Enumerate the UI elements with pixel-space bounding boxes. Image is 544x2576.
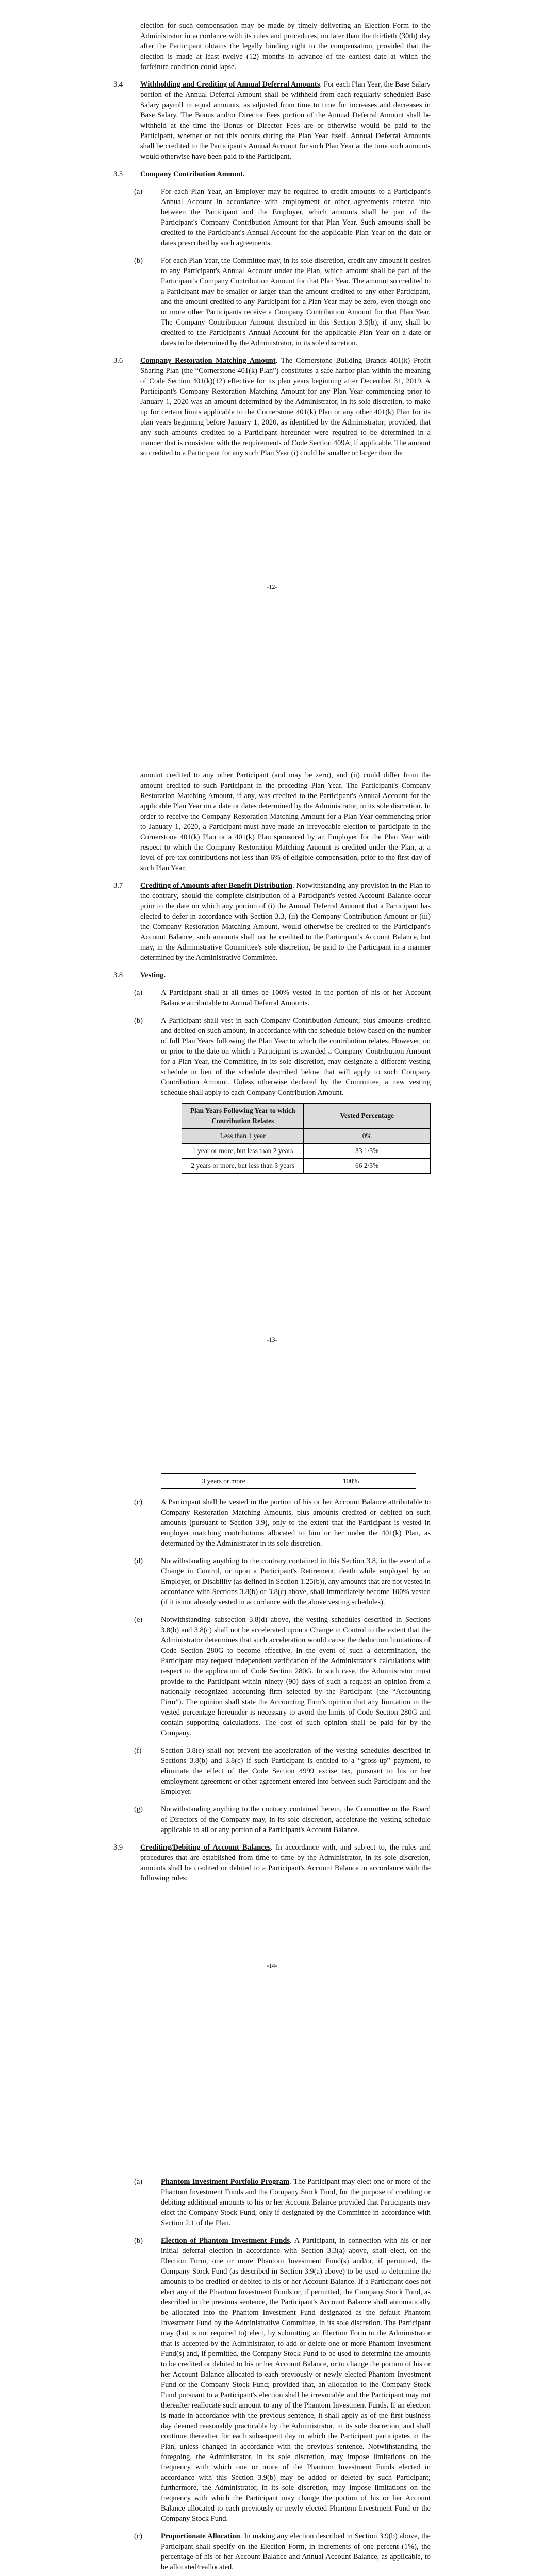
section-3-8-f <box>134 1745 431 1797</box>
section-number: 3.4 <box>113 80 123 89</box>
table-cell-percentage: 66 2/3% <box>304 1159 431 1174</box>
subsection-label: (c) <box>134 2532 143 2540</box>
subsection-text: Section 3.8(e) shall not prevent the acceleration of the vesting schedules described in Sections 3.8(b) and 3.8(c) if such Participant is entitled to a “gross-up” payment, to eliminate the effect of the Code Section 4999 excise tax, pursuant to his or her employment agreement or other agreement entered into between such Participant and the Employer. <box>161 1747 431 1796</box>
section-title: Withholding and Crediting of Annual Deferral Amounts <box>140 80 320 89</box>
subsection-label: (g) <box>134 1805 143 1814</box>
section-title: Company Restoration Matching Amount <box>140 357 276 365</box>
section-title: Crediting of Amounts after Benefit Distribution <box>140 882 293 890</box>
section-3-9-c <box>134 2531 431 2572</box>
section-3-8-e <box>134 1615 431 1738</box>
section-number: 3.6 <box>113 357 123 365</box>
table-cell-years: Less than 1 year <box>182 1129 304 1144</box>
page-number: -12- <box>267 583 277 590</box>
continued-paragraph: election for such compensation may be made by timely delivering an Election Form to the Administrator in accordance with its rules and procedures, no later than the thirtieth (30th) day after the Participant obtains the legally binding right to the compensation, provided that the election is made at least twelve (12) months in advance of the earliest date at which the forfeiture condition could lapse. <box>140 22 431 71</box>
section-text: . Notwithstanding any provision in the Plan to the contrary, should the complete distribution of a Participant's vested Account Balance occur prior to the date on which any portion of (i) the Annual Deferral Amount that a Participant has elected to defer in accordance with Section 3.3, (ii) the Company Contribution Amount or (iii) the Company Restoration Matching Amount, would otherwise be credited to the Participant's Account Balance, such amounts shall not be credited to the Participant's Account Balance, but may, in the Administrative Committee's sole discretion, be paid to the Participant in a manner determined by the Administrative Committee. <box>140 882 431 962</box>
subsection-label: (a) <box>134 2178 143 2186</box>
section-number: 3.5 <box>113 170 123 178</box>
subsection-label: (f) <box>134 1747 142 1755</box>
table-row <box>161 1474 416 1489</box>
page-content <box>113 2177 431 2576</box>
section-3-5-a <box>134 187 431 248</box>
table-header-years: Plan Years Following Year to which Contribution Relates <box>182 1104 304 1129</box>
subsection-text: For each Plan Year, an Employer may be required to credit amounts to a Participant's Annual Account in accordance with employment or other agreements entered into between the Participant and the Employer, which amounts shall be part of the Participant's Company Contribution Amount for that Plan Year. Such amounts shall be credited to the Participant's Annual Account for the applicable Plan Year on the date or dates prescribed by such agreements. <box>161 188 431 247</box>
vesting-schedule-table <box>182 1103 431 1174</box>
subsection-label: (c) <box>134 1498 143 1506</box>
page-number: -13- <box>267 1336 277 1343</box>
section-3-9 <box>113 1842 431 1884</box>
section-number: 3.9 <box>113 1843 123 1852</box>
subsection-text: A Participant shall at all times be 100% vested in the portion of his or her Account Balance attributable to Annual Deferral Amounts. <box>161 989 431 1007</box>
section-title: Vesting. <box>140 971 166 979</box>
section-text: . The Cornerstone Building Brands 401(k) Profit Sharing Plan (the “Cornerstone 401(k) Plan”) constitutes a safe harbor plan within the meaning of Code Section 401(k)(12) effective for its plan years beginning after December 31, 2019. A Participant's Company Restoration Matching Amount for any Plan Year commencing prior to January 1, 2020 was an amount determined by the Administrator, in its sole discretion, to make up for certain limits applicable to the Cornerstone 401(k) Plan or any other 401(k) Plan for its plan years beginning before January 1, 2020, as identified by the Administrator; provided, that any such amounts credited to a Participant hereunder were required to be determined in a manner that is consistent with the requirements of Code Section 409A, if applicable. The amount so credited to a Participant for any such Plan Year (i) could be smaller or larger than the <box>140 357 431 457</box>
subsection-title: Election of Phantom Investment Funds <box>161 2236 290 2245</box>
section-3-9-a <box>134 2177 431 2228</box>
subsection-label: (a) <box>134 989 143 997</box>
table-row <box>182 1159 431 1174</box>
table-header-percentage: Vested Percentage <box>304 1104 431 1129</box>
table-row <box>182 1144 431 1159</box>
page-number: -14- <box>267 1962 277 1969</box>
subsection-text: . The Participant may elect one or more of the Phantom Investment Funds and the Company Stock Fund, for the purpose of crediting or debiting additional amounts to his or her Account Balance provided that Participants may elect the Company Stock Fund, only if designated by the Committee in accordance with Section 2.1 of the Plan. <box>161 2178 431 2227</box>
section-number: 3.7 <box>113 882 123 890</box>
subsection-label: (b) <box>134 257 143 265</box>
subsection-text: A Participant shall be vested in the portion of his or her Account Balance attributable to Company Restoration Matching Amounts, plus amounts credited or debited on such amounts (pursuant to Section 3.9), only to the extent that the Participant is vested in employer matching contributions allocated to him or her under the 401(k) Plan, as determined by the Administrator in its sole discretion. <box>161 1498 431 1548</box>
section-3-8 <box>113 970 431 980</box>
table-cell-percentage: 0% <box>304 1129 431 1144</box>
section-3-8-b <box>134 1015 431 1174</box>
document-page-15 <box>0 2110 544 2576</box>
subsection-label: (a) <box>134 188 143 196</box>
subsection-title: Phantom Investment Portfolio Program <box>161 2178 290 2186</box>
table-cell-years: 2 years or more, but less than 3 years <box>182 1159 304 1174</box>
continued-paragraph: amount credited to any other Participant (and may be zero), and (ii) could differ from the amount credited to such Participant in the preceding Plan Year. The Participant's Company Restoration Matching Amount, if any, was credited to the Participant's Annual Account for the applicable Plan Year on a date or dates determined by the Administrator, in its sole discretion. In order to receive the Company Restoration Matching Amount for a Plan Year commencing prior to January 1, 2020, a Participant must have made an irrevocable election to participate in the Cornerstone 401(k) Plan or a 401(k) Plan sponsored by an Employer for the Plan Year with respect to which the Company Restoration Matching Amount is credited under the Plan, at a level of pre-tax contributions not less than 6% of eligible compensation, prior to the first day of such Plan Year. <box>140 771 431 872</box>
section-3-8-c <box>134 1497 431 1549</box>
vesting-schedule-table-continued <box>161 1473 416 1489</box>
subsection-text: A Participant shall vest in each Company Contribution Amount, plus amounts credited and debited on such amount, in accordance with the schedule below based on the number of full Plan Years following the Plan Year to which the contribution relates. However, on or prior to the date on which a Participant is awarded a Company Contribution Amount for a Plan Year, the Committee, in its sole discretion, may designate a different vesting schedule in lieu of the schedule described below that will apply to such Company Contribution Amount. Unless otherwise declared by the Committee, a new vesting schedule shall apply to each Company Contribution Amount. <box>161 1016 431 1097</box>
section-3-5 <box>113 169 431 179</box>
subsection-text: . In making any election described in Section 3.9(b) above, the Participant shall specify on the Election Form, in increments of one percent (1%), the percentage of his or her Account Balance and Annual Account Balance, as applicable, to be allocated/reallocated. <box>161 2532 431 2571</box>
document-page-12 <box>0 0 544 703</box>
document-page-14 <box>0 1406 544 2110</box>
page-content <box>113 770 431 1181</box>
page-content <box>113 1473 431 1891</box>
subsection-label: (b) <box>134 2236 143 2245</box>
subsection-text: For each Plan Year, the Committee may, in its sole discretion, credit any amount it desires to any Participant's Annual Account under the Plan, which amount shall be part of the Participant's Company Contribution Amount for that Plan Year. The amount so credited to a Participant may be smaller or larger than the amount credited to any other Participant, and the amount credited to any Participant for a Plan Year may be zero, even though one or more other Participants receive a Company Contribution Amount for that Plan Year. The Company Contribution Amount described in this Section 3.5(b), if any, shall be credited to the Participant's Annual Account for the applicable Plan Year on a date or dates to be determined by the Administrator, in its sole discretion. <box>161 257 431 347</box>
subsection-title: Proportionate Allocation <box>161 2532 240 2540</box>
section-3-8-d <box>134 1556 431 1607</box>
subsection-text: Notwithstanding subsection 3.8(d) above, the vesting schedules described in Sections 3.8(b) and 3.8(c) shall not be accelerated upon a Change in Control to the extent that the Administrator determines that such acceleration would cause the deduction limitations of Code Section 280G to become effective. In the event of such a determination, the Participant may request independent verification of the Administrator's calculations with respect to the application of Code Section 280G. In such case, the Administrator must provide to the Participant within ninety (90) days of such a request an opinion from a nationally recognized accounting firm selected by the Participant (the “Accounting Firm”). The opinion shall state the Accounting Firm's opinion that any limitation in the vested percentage hereunder is necessary to avoid the limits of Code Section 280G and contain supporting calculations. The cost of such opinion shall be paid for by the Company. <box>161 1616 431 1737</box>
subsection-text: Notwithstanding anything to the contrary contained herein, the Committee or the Board of Directors of the Company may, in its sole discretion, accelerate the vesting schedule applicable to all or any portion of a Participant's Account Balance. <box>161 1805 431 1834</box>
document-page-13 <box>0 703 544 1406</box>
section-text: . In accordance with, and subject to, the rules and procedures that are established from time to time by the Administrator, in its sole discretion, amounts shall be credited or debited to a Participant's Account Balance in accordance with the following rules: <box>140 1843 431 1883</box>
page-content <box>113 21 431 466</box>
table-cell-years: 3 years or more <box>161 1474 286 1489</box>
subsection-label: (e) <box>134 1616 143 1624</box>
section-3-4 <box>113 79 431 162</box>
section-3-5-b <box>134 256 431 348</box>
section-title: Crediting/Debiting of Account Balances <box>140 1843 271 1852</box>
section-3-6 <box>113 355 431 459</box>
section-3-7 <box>113 880 431 963</box>
section-number: 3.8 <box>113 971 123 979</box>
section-text: . For each Plan Year, the Base Salary portion of the Annual Deferral Amount shall be withheld from each regularly scheduled Base Salary payroll in equal amounts, as adjusted from time to time for increases and decreases in Base Salary. The Bonus and/or Director Fees portion of the Annual Deferral Amount shall be withheld at the time the Bonus or Director Fees are or otherwise would be paid to the Participant, whether or not this occurs during the Plan Year itself. Annual Deferral Amounts shall be credited to the Participant's Annual Account for such Plan Year at the time such amounts would otherwise have been paid to the Participant. <box>140 80 431 161</box>
table-row <box>182 1129 431 1144</box>
table-cell-percentage: 33 1/3% <box>304 1144 431 1159</box>
section-3-9-b <box>134 2235 431 2524</box>
table-cell-years: 1 year or more, but less than 2 years <box>182 1144 304 1159</box>
subsection-text: . A Participant, in connection with his or her initial deferral election in accordance with Section 3.3(a) above, shall elect, on the Election Form, one or more Phantom Investment Fund(s) and/or, if permitted, the Company Stock Fund (as described in Section 3.9(a) above) to be used to determine the amounts to be credited or debited to his or her Account Balance. If a Participant does not elect any of the Phantom Investment Funds or, if permitted, the Company Stock Fund, as described in the previous sentence, the Participant's Account Balance shall automatically be allocated into the Phantom Investment Fund designated as the default Phantom Investment Fund by the Administrative Committee, in its sole discretion. The Participant may (but is not required to) elect, by submitting an Election Form to the Administrator that is accepted by the Administrator, to add or delete one or more Phantom Investment Fund(s) and, if permitted, the Company Stock Fund to be used to determine the amounts to be credited or debited to his or her Account Balance, or to change the portion of his or her Account Balance allocated to each previously or newly elected Phantom Investment Fund or the Company Stock Fund; provided that, an allocation to the Company Stock Fund pursuant to a Participant's election shall be irrevocable and the Participant may not thereafter reallocate such amount to any of the Phantom Investment Funds. If an election is made in accordance with the previous sentence, it shall apply as of the first business day deemed reasonably practicable by the Administrator, in its sole discretion, and shall continue thereafter for each subsequent day in which the Participant participates in the Plan, unless changed in accordance with the previous sentence. Notwithstanding the foregoing, the Administrator, in its sole discretion, may impose limitations on the frequency with which one or more of the Phantom Investment Funds elected in accordance with this Section 3.9(b) may be added or deleted by such Participant; furthermore, the Administrator, in its sole discretion, may impose limitations on the frequency with which the Participant may change the portion of his or her Account Balance allocated to each previously or newly elected Phantom Investment Fund or the Company Stock Fund. <box>161 2236 431 2523</box>
section-3-8-g <box>134 1804 431 1835</box>
table-cell-percentage: 100% <box>286 1474 416 1489</box>
section-3-8-a <box>134 988 431 1008</box>
subsection-label: (b) <box>134 1016 143 1025</box>
section-title: Company Contribution Amount. <box>140 170 245 178</box>
subsection-text: Notwithstanding anything to the contrary contained in this Section 3.8, in the event of a Change in Control, or upon a Participant's Retirement, death while employed by an Employer, or Disability (as defined in Section 1.25(b)), any amounts that are not vested in accordance with Sections 3.8(b) or 3.8(c) above, shall immediately become 100% vested (if it is not already vested in accordance with the above vesting schedules). <box>161 1557 431 1606</box>
subsection-label: (d) <box>134 1557 143 1565</box>
